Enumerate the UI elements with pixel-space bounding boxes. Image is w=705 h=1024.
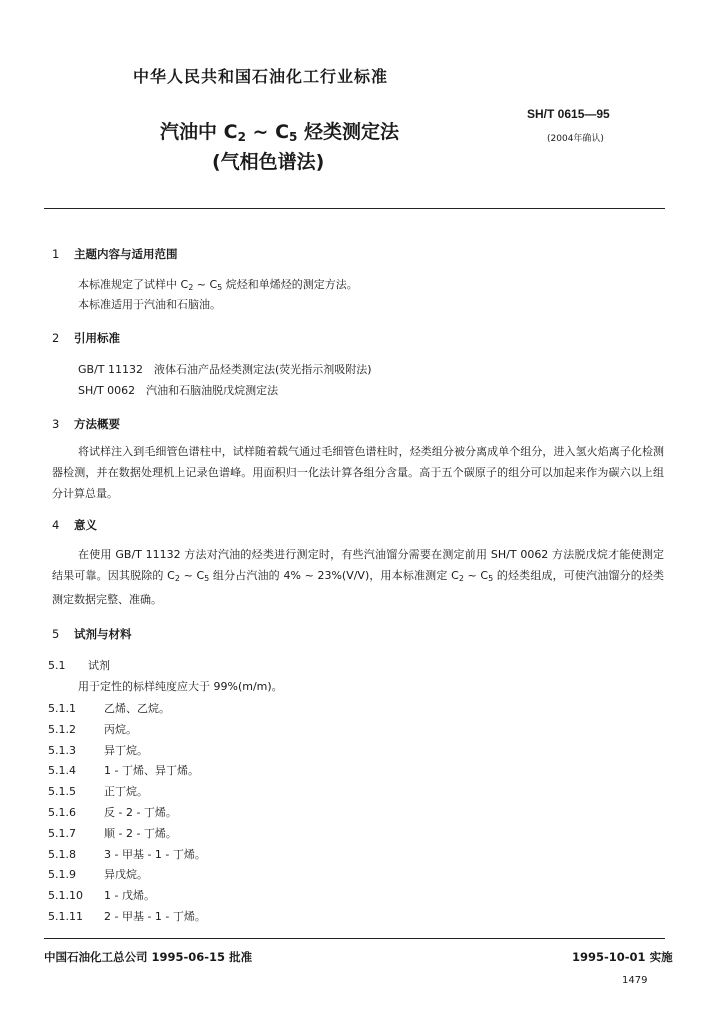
reagent-item-number: 5.1.8 xyxy=(48,847,76,861)
reagent-item-text: 乙烯、乙烷。 xyxy=(104,702,170,715)
reagent-purity: 用于定性的标样纯度应大于 99%(m/m)。 xyxy=(78,680,283,693)
reagent-item-number: 5.1.10 xyxy=(48,889,83,903)
reagent-item-text: 3 - 甲基 - 1 - 丁烯。 xyxy=(104,847,206,861)
reagent-item xyxy=(48,804,177,820)
reagent-item xyxy=(48,700,170,716)
reagent-item-number: 5.1.6 xyxy=(48,806,76,819)
reagent-item-number: 5.1.1 xyxy=(48,702,76,715)
reference-sh-t-0062: SH/T 0062 汽油和石脑油脱戊烷测定法 xyxy=(78,384,279,397)
reagent-item-text: 2 - 甲基 - 1 - 丁烯。 xyxy=(104,910,206,923)
reagent-item-number: 5.1.2 xyxy=(48,722,76,736)
section-1-scope: 本标准规定了试样中 C2 ~ C5 烷烃和单烯烃的测定方法。 xyxy=(78,278,358,292)
reagent-item xyxy=(48,721,137,737)
implementation-date: 1995-10-01 实施 xyxy=(572,950,673,964)
subsection-5-1-heading: 5.1 试剂 xyxy=(48,659,110,672)
section-4-heading: 4 意义 xyxy=(52,518,97,532)
reagent-item-text: 反 - 2 - 丁烯。 xyxy=(104,806,177,819)
standard-body-title: 中华人民共和国石油化工行业标准 xyxy=(133,67,389,86)
reagent-item-number: 5.1.3 xyxy=(48,743,76,757)
document-title: 汽油中 $C_2$ ~ $C_5$ 烃类测定法 xyxy=(160,121,399,144)
header-rule xyxy=(44,208,665,209)
reference-gb-t-11132: GB/T 11132 液体石油产品烃类测定法(荧光指示剂吸附法) xyxy=(78,363,372,376)
reagent-item-number: 5.1.5 xyxy=(48,785,76,799)
reagent-item xyxy=(48,825,177,841)
reagent-item-text: 正丁烷。 xyxy=(104,785,148,799)
reagent-item-text: 1 - 丁烯、异丁烯。 xyxy=(104,764,199,778)
reagent-item-number: 5.1.9 xyxy=(48,868,76,882)
approval-line: 中国石油化工总公司 1995-06-15 批准 xyxy=(44,950,253,964)
reagent-item-text: 顺 - 2 - 丁烯。 xyxy=(104,826,177,840)
section-4-text: 在使用 GB/T 11132 方法对汽油的烃类进行测定时，有些汽油馏分需要在测定前用 SH/T 0062 方法脱戊烷才能使测定结果可靠。因其脱除的 C2 ~ C5 组分占汽油的 4% ~ 23%(V/V)，用本标准测定 C2 ~ C5 的烃类组成，可使汽油馏分的烃类测定数据完整、准确。 xyxy=(52,548,665,606)
reagent-item-text: 异丁烷。 xyxy=(104,743,148,757)
section-3-heading: 3 方法概要 xyxy=(52,417,120,431)
reagent-item-number: 5.1.11 xyxy=(48,910,83,923)
reagent-item xyxy=(48,846,206,862)
reagent-item-text: 1 - 戊烯。 xyxy=(104,889,155,903)
section-3-text: 将试样注入到毛细管色谱柱中，试样随着载气通过毛细管色谱柱时，烃类组分被分离成单个组分，进入氢火焰离子化检测器检测，并在数据处理机上记录色谱峰。用面积归一化法计算各组分含量。高于五个碳原子的组分可以加起来作为碳六以上组分计算总量。 xyxy=(52,445,664,500)
reagent-item-text: 异戊烷。 xyxy=(104,868,148,882)
reagent-item xyxy=(48,783,148,799)
reagent-item-text: 丙烷。 xyxy=(104,722,137,736)
footer-rule xyxy=(44,938,665,939)
section-2-heading: 2 引用标准 xyxy=(52,331,120,345)
section-1-heading: 1 主题内容与适用范围 xyxy=(52,247,178,261)
section-5-heading: 5 试剂与材料 xyxy=(52,627,132,641)
standard-code: SH/T 0615—95 xyxy=(527,107,610,121)
reagent-item xyxy=(48,742,148,758)
section-1-applicability: 本标准适用于汽油和石脑油。 xyxy=(78,298,221,311)
reagent-item-number: 5.1.7 xyxy=(48,826,76,840)
reaffirmed-note: (2004年确认) xyxy=(547,134,604,144)
reagent-item xyxy=(48,887,155,903)
page-number: 1479 xyxy=(622,975,648,986)
reagent-item-number: 5.1.4 xyxy=(48,764,76,778)
reagent-item xyxy=(48,762,199,778)
reagent-item xyxy=(48,908,206,924)
document-subtitle: (气相色谱法) xyxy=(212,151,325,173)
reagent-item xyxy=(48,866,148,882)
